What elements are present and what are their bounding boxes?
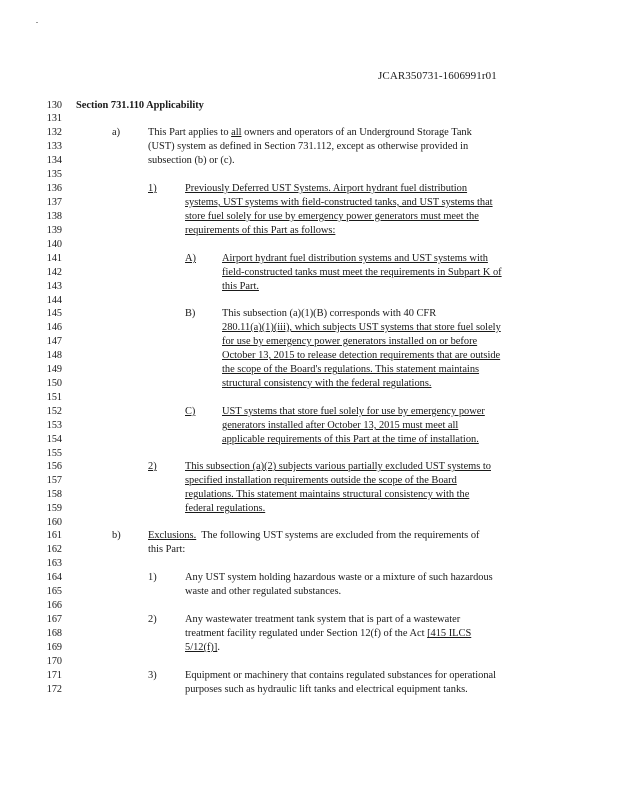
line-number: 165: [46, 586, 62, 597]
line-number: 132: [46, 127, 62, 138]
line-number: 166: [46, 600, 62, 611]
item-a2-line: regulations. This statement maintains structural consistency with the: [185, 489, 470, 500]
item-b2-label: 2): [148, 614, 157, 625]
line-number: 155: [46, 448, 62, 459]
line-number: 160: [46, 517, 62, 528]
subsection-a-line: subsection (b) or (c).: [148, 155, 235, 166]
item-b2-line: [185, 628, 471, 640]
item-a1B-line: This subsection (a)(1)(B) corresponds with 40 CFR: [222, 308, 437, 319]
item-a1A-line: Airport hydrant fuel distribution systems and UST systems with: [222, 253, 488, 264]
line-number: 153: [46, 420, 62, 431]
line-number: 137: [46, 197, 62, 208]
item-a1-line: requirements of this Part as follows:: [185, 225, 336, 236]
item-a1B-line: 280.11(a)(1)(iii), which subjects UST systems that store fuel solely: [222, 322, 501, 333]
item-a1-line: systems, UST systems with field-constructed tanks, and UST systems that: [185, 197, 493, 208]
line-number: 162: [46, 544, 62, 555]
item-a1B-line: structural consistency with the federal regulations.: [222, 378, 432, 389]
item-b1-line: waste and other regulated substances.: [185, 586, 342, 597]
line-number: 134: [46, 155, 62, 166]
line-number: 139: [46, 225, 62, 236]
subsection-b-line: [148, 530, 479, 542]
item-a1-label: 1): [148, 183, 157, 194]
item-a1B-line: for use by emergency power generators installed on or before: [222, 336, 478, 347]
line-number: 144: [46, 295, 62, 306]
item-a1B-label: B): [185, 308, 196, 319]
item-a2-line: specified installation requirements outside the scope of the Board: [185, 475, 457, 486]
item-b3-line: Equipment or machinery that contains regulated substances for operational: [185, 670, 497, 681]
item-b3-label: 3): [148, 670, 157, 681]
line-number: 149: [46, 364, 62, 375]
subsection-b-label: b): [112, 530, 121, 541]
item-b1-label: 1): [148, 572, 157, 583]
line-number: 147: [46, 336, 62, 347]
item-a1-line: Previously Deferred UST Systems. Airport hydrant fuel distribution: [185, 183, 468, 194]
underlined-text: 5/12(f)]: [185, 642, 218, 653]
line-number: 151: [46, 392, 62, 403]
item-a1-line: store fuel solely for use by emergency power generators must meet the: [185, 211, 479, 222]
scan-mark: [36, 22, 38, 23]
text-run: .: [217, 642, 220, 653]
item-b3-line: purposes such as hydraulic lift tanks and electrical equipment tanks.: [185, 684, 468, 695]
line-number: 168: [46, 628, 62, 639]
line-number: 170: [46, 656, 62, 667]
subsection-b-line: this Part:: [148, 544, 186, 555]
subsection-a-line: [148, 127, 472, 139]
item-a2-line: This subsection (a)(2) subjects various partially excluded UST systems to: [185, 461, 491, 472]
line-number: 167: [46, 614, 62, 625]
line-number: 131: [46, 113, 62, 124]
item-a1C-line: generators installed after October 13, 2015 must meet all: [222, 420, 459, 431]
item-a2-line: federal regulations.: [185, 503, 266, 514]
item-a1C-label: C): [185, 406, 196, 417]
line-number: 143: [46, 281, 62, 292]
line-number: 159: [46, 503, 62, 514]
line-number: 171: [46, 670, 62, 681]
line-number: 154: [46, 434, 62, 445]
line-number: 140: [46, 239, 62, 250]
line-number: 141: [46, 253, 62, 264]
item-a1B-line: the scope of the Board's regulations. This statement maintains: [222, 364, 480, 375]
item-a1A-line: this Part.: [222, 281, 259, 292]
line-number: 136: [46, 183, 62, 194]
line-number: 158: [46, 489, 62, 500]
document-id: JCAR350731-1606991r01: [378, 70, 497, 82]
text-run: The following UST systems are excluded from the requirements of: [196, 530, 480, 541]
line-number: 133: [46, 141, 62, 152]
item-b2-line: Any wastewater treatment tank system that is part of a wastewater: [185, 614, 461, 625]
line-number: 150: [46, 378, 62, 389]
line-number: 146: [46, 322, 62, 333]
text-run: owners and operators of an Underground Storage Tank: [241, 127, 472, 138]
text-run: This Part applies to: [148, 127, 232, 138]
underlined-text: all: [231, 127, 242, 138]
line-number: 161: [46, 530, 62, 541]
line-number: 148: [46, 350, 62, 361]
section-title: Section 731.110 Applicability: [76, 100, 204, 111]
item-a1A-label: A): [185, 253, 196, 264]
line-number: 169: [46, 642, 62, 653]
line-number: 164: [46, 572, 62, 583]
underlined-text: [415 ILCS: [427, 628, 472, 639]
line-number: 163: [46, 558, 62, 569]
subsection-a-line: (UST) system as defined in Section 731.112, except as otherwise provided in: [148, 141, 469, 152]
item-a1A-line: field-constructed tanks must meet the requirements in Subpart K of: [222, 267, 502, 278]
item-a1C-line: UST systems that store fuel solely for use by emergency power: [222, 406, 485, 417]
item-a2-label: 2): [148, 461, 157, 472]
subsection-a-label: a): [112, 127, 121, 138]
line-number: 156: [46, 461, 62, 472]
line-number: 145: [46, 308, 62, 319]
line-number: 142: [46, 267, 62, 278]
text-run: treatment facility regulated under Section 12(f) of the Act: [185, 628, 428, 639]
line-number: 130: [46, 100, 62, 111]
item-b1-line: Any UST system holding hazardous waste or a mixture of such hazardous: [185, 572, 493, 583]
line-number: 138: [46, 211, 62, 222]
item-a1B-line: October 13, 2015 to release detection requirements that are outside: [222, 350, 501, 361]
line-number: 157: [46, 475, 62, 486]
line-number: 152: [46, 406, 62, 417]
line-number: 172: [46, 684, 62, 695]
item-b2-line: [185, 642, 220, 654]
line-number: 135: [46, 169, 62, 180]
underlined-text: Exclusions.: [148, 530, 197, 541]
item-a1C-line: applicable requirements of this Part at the time of installation.: [222, 434, 479, 445]
